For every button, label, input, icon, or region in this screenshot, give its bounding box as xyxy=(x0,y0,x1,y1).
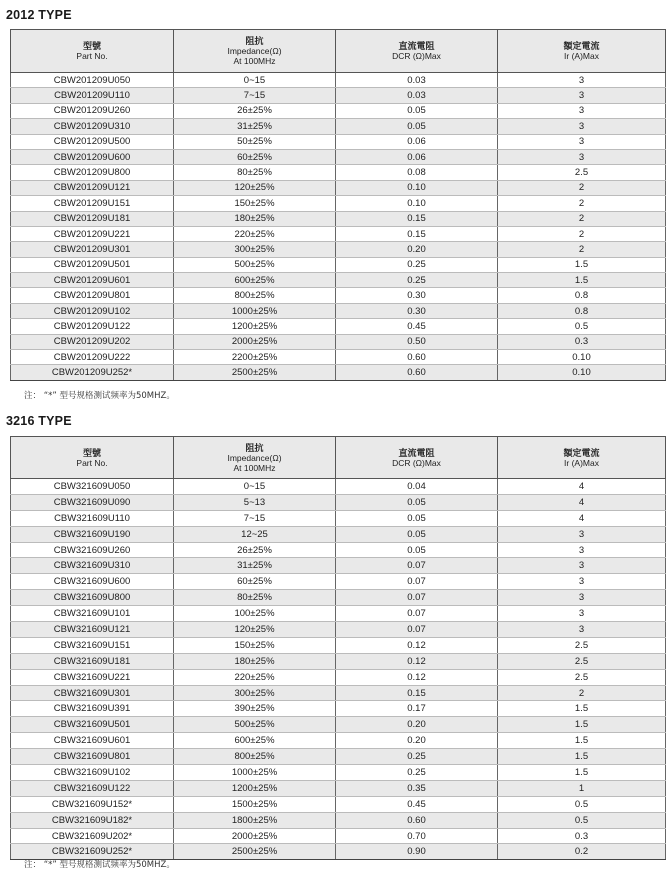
cell-impedance: 26±25% xyxy=(174,103,336,118)
cell-part-no: CBW201209U601 xyxy=(11,273,174,288)
cell-part-no: CBW201209U202 xyxy=(11,334,174,349)
cell-impedance: 26±25% xyxy=(174,542,336,558)
cell-part-no: CBW321609U121 xyxy=(11,622,174,638)
footnote-3216: 注： “*” 型号规格测试频率为50MHZ。 xyxy=(24,860,175,870)
table-row xyxy=(11,196,666,211)
table-row xyxy=(11,701,666,717)
cell-rated-current: 3 xyxy=(498,119,666,134)
cell-dcr: 0.70 xyxy=(336,828,498,844)
cell-rated-current: 0.2 xyxy=(498,844,666,860)
cell-rated-current: 3 xyxy=(498,103,666,118)
cell-part-no: CBW201209U222 xyxy=(11,350,174,365)
cell-part-no: CBW321609U181 xyxy=(11,653,174,669)
cell-impedance: 120±25% xyxy=(174,622,336,638)
cell-impedance: 80±25% xyxy=(174,590,336,606)
cell-part-no: CBW201209U260 xyxy=(11,103,174,118)
cell-rated-current: 2.5 xyxy=(498,637,666,653)
table-row xyxy=(11,180,666,195)
cell-dcr: 0.20 xyxy=(336,733,498,749)
cell-dcr: 0.12 xyxy=(336,637,498,653)
cell-part-no: CBW201209U102 xyxy=(11,303,174,318)
cell-impedance: 220±25% xyxy=(174,669,336,685)
cell-rated-current: 2.5 xyxy=(498,653,666,669)
cell-part-no: CBW321609U600 xyxy=(11,574,174,590)
cell-part-no: CBW321609U122 xyxy=(11,780,174,796)
footnote-2012: 注： “*” 型号规格测试频率为50MHZ。 xyxy=(24,391,175,401)
cell-impedance: 0~15 xyxy=(174,479,336,495)
cell-part-no: CBW201209U122 xyxy=(11,319,174,334)
table-row xyxy=(11,749,666,765)
cell-rated-current: 0.10 xyxy=(498,350,666,365)
cell-dcr: 0.30 xyxy=(336,303,498,318)
table-row xyxy=(11,717,666,733)
cell-dcr: 0.08 xyxy=(336,165,498,180)
cell-rated-current: 4 xyxy=(498,510,666,526)
cell-dcr: 0.07 xyxy=(336,606,498,622)
cell-dcr: 0.15 xyxy=(336,211,498,226)
cell-dcr: 0.35 xyxy=(336,780,498,796)
cell-rated-current: 0.8 xyxy=(498,303,666,318)
cell-rated-current: 1.5 xyxy=(498,273,666,288)
table-row xyxy=(11,73,666,88)
cell-part-no: CBW321609U152* xyxy=(11,796,174,812)
cell-part-no: CBW201209U500 xyxy=(11,134,174,149)
table-row xyxy=(11,653,666,669)
cell-impedance: 390±25% xyxy=(174,701,336,717)
header-dcr: 直流電阻 DCR (Ω)Max xyxy=(336,30,498,73)
cell-rated-current: 1.5 xyxy=(498,257,666,272)
cell-part-no: CBW201209U501 xyxy=(11,257,174,272)
table-row xyxy=(11,558,666,574)
table-row xyxy=(11,165,666,180)
cell-rated-current: 0.10 xyxy=(498,365,666,380)
cell-rated-current: 3 xyxy=(498,574,666,590)
section-title-3216: 3216 TYPE xyxy=(6,414,72,428)
cell-impedance: 60±25% xyxy=(174,574,336,590)
cell-part-no: CBW201209U121 xyxy=(11,180,174,195)
cell-rated-current: 0.3 xyxy=(498,334,666,349)
cell-rated-current: 4 xyxy=(498,494,666,510)
table-row xyxy=(11,119,666,134)
table-row xyxy=(11,149,666,164)
cell-impedance: 7~15 xyxy=(174,510,336,526)
cell-impedance: 220±25% xyxy=(174,226,336,241)
cell-dcr: 0.05 xyxy=(336,494,498,510)
header-part-no: 型號 Part No. xyxy=(11,437,174,479)
cell-part-no: CBW201209U050 xyxy=(11,73,174,88)
cell-rated-current: 1.5 xyxy=(498,765,666,781)
cell-dcr: 0.30 xyxy=(336,288,498,303)
cell-dcr: 0.10 xyxy=(336,180,498,195)
cell-part-no: CBW321609U301 xyxy=(11,685,174,701)
cell-rated-current: 0.5 xyxy=(498,319,666,334)
cell-rated-current: 1.5 xyxy=(498,749,666,765)
cell-rated-current: 2.5 xyxy=(498,165,666,180)
cell-dcr: 0.17 xyxy=(336,701,498,717)
cell-part-no: CBW201209U151 xyxy=(11,196,174,211)
cell-impedance: 180±25% xyxy=(174,211,336,226)
table-row xyxy=(11,134,666,149)
cell-dcr: 0.05 xyxy=(336,526,498,542)
cell-dcr: 0.07 xyxy=(336,574,498,590)
cell-part-no: CBW321609U391 xyxy=(11,701,174,717)
cell-dcr: 0.12 xyxy=(336,669,498,685)
cell-dcr: 0.60 xyxy=(336,350,498,365)
spec-table-3216 xyxy=(10,436,666,860)
cell-rated-current: 3 xyxy=(498,73,666,88)
cell-dcr: 0.04 xyxy=(336,479,498,495)
table-row xyxy=(11,733,666,749)
table-row xyxy=(11,365,666,380)
cell-part-no: CBW321609U190 xyxy=(11,526,174,542)
cell-dcr: 0.12 xyxy=(336,653,498,669)
cell-impedance: 2500±25% xyxy=(174,844,336,860)
cell-dcr: 0.20 xyxy=(336,717,498,733)
cell-impedance: 2200±25% xyxy=(174,350,336,365)
section-title-2012: 2012 TYPE xyxy=(6,8,72,22)
table-row xyxy=(11,622,666,638)
header-impedance: 阻抗 Impedance(Ω) At 100MHz xyxy=(174,30,336,73)
table-row xyxy=(11,211,666,226)
cell-dcr: 0.60 xyxy=(336,812,498,828)
table-header-row xyxy=(11,437,666,479)
cell-part-no: CBW201209U252* xyxy=(11,365,174,380)
cell-impedance: 120±25% xyxy=(174,180,336,195)
table-row xyxy=(11,273,666,288)
cell-impedance: 500±25% xyxy=(174,717,336,733)
cell-impedance: 1000±25% xyxy=(174,765,336,781)
cell-dcr: 0.45 xyxy=(336,319,498,334)
cell-impedance: 7~15 xyxy=(174,88,336,103)
cell-dcr: 0.25 xyxy=(336,749,498,765)
table-row xyxy=(11,526,666,542)
cell-impedance: 60±25% xyxy=(174,149,336,164)
cell-impedance: 2500±25% xyxy=(174,365,336,380)
cell-part-no: CBW321609U801 xyxy=(11,749,174,765)
cell-impedance: 1200±25% xyxy=(174,780,336,796)
cell-impedance: 150±25% xyxy=(174,196,336,211)
cell-rated-current: 2 xyxy=(498,242,666,257)
cell-part-no: CBW201209U181 xyxy=(11,211,174,226)
table-row xyxy=(11,637,666,653)
cell-part-no: CBW201209U110 xyxy=(11,88,174,103)
header-impedance: 阻抗 Impedance(Ω) At 100MHz xyxy=(174,437,336,479)
table-row xyxy=(11,669,666,685)
cell-part-no: CBW201209U221 xyxy=(11,226,174,241)
cell-dcr: 0.25 xyxy=(336,273,498,288)
cell-rated-current: 3 xyxy=(498,622,666,638)
cell-part-no: CBW321609U050 xyxy=(11,479,174,495)
header-part-no: 型號 Part No. xyxy=(11,30,174,73)
cell-part-no: CBW321609U501 xyxy=(11,717,174,733)
cell-dcr: 0.05 xyxy=(336,119,498,134)
cell-impedance: 800±25% xyxy=(174,749,336,765)
cell-rated-current: 3 xyxy=(498,542,666,558)
cell-impedance: 1000±25% xyxy=(174,303,336,318)
cell-dcr: 0.03 xyxy=(336,73,498,88)
table-row xyxy=(11,765,666,781)
table-row xyxy=(11,103,666,118)
table-row xyxy=(11,288,666,303)
table-row xyxy=(11,685,666,701)
cell-impedance: 1500±25% xyxy=(174,796,336,812)
cell-part-no: CBW321609U202* xyxy=(11,828,174,844)
cell-dcr: 0.20 xyxy=(336,242,498,257)
cell-dcr: 0.06 xyxy=(336,149,498,164)
cell-impedance: 100±25% xyxy=(174,606,336,622)
cell-dcr: 0.45 xyxy=(336,796,498,812)
cell-part-no: CBW201209U301 xyxy=(11,242,174,257)
cell-rated-current: 1.5 xyxy=(498,717,666,733)
cell-impedance: 800±25% xyxy=(174,288,336,303)
cell-rated-current: 1.5 xyxy=(498,733,666,749)
cell-impedance: 600±25% xyxy=(174,733,336,749)
cell-rated-current: 3 xyxy=(498,590,666,606)
cell-part-no: CBW321609U110 xyxy=(11,510,174,526)
cell-dcr: 0.10 xyxy=(336,196,498,211)
table-row xyxy=(11,479,666,495)
cell-part-no: CBW321609U102 xyxy=(11,765,174,781)
cell-part-no: CBW201209U600 xyxy=(11,149,174,164)
cell-part-no: CBW201209U800 xyxy=(11,165,174,180)
cell-impedance: 12~25 xyxy=(174,526,336,542)
cell-impedance: 31±25% xyxy=(174,119,336,134)
cell-rated-current: 0.5 xyxy=(498,812,666,828)
header-rated-current: 額定電流 Ir (A)Max xyxy=(498,30,666,73)
cell-impedance: 50±25% xyxy=(174,134,336,149)
cell-dcr: 0.15 xyxy=(336,685,498,701)
table-row xyxy=(11,606,666,622)
cell-part-no: CBW321609U090 xyxy=(11,494,174,510)
cell-dcr: 0.05 xyxy=(336,103,498,118)
cell-rated-current: 3 xyxy=(498,134,666,149)
cell-impedance: 1200±25% xyxy=(174,319,336,334)
cell-impedance: 150±25% xyxy=(174,637,336,653)
table-row xyxy=(11,350,666,365)
cell-rated-current: 2 xyxy=(498,196,666,211)
cell-rated-current: 1 xyxy=(498,780,666,796)
cell-rated-current: 2 xyxy=(498,211,666,226)
table-row xyxy=(11,88,666,103)
header-rated-current: 額定電流 Ir (A)Max xyxy=(498,437,666,479)
cell-impedance: 31±25% xyxy=(174,558,336,574)
cell-impedance: 0~15 xyxy=(174,73,336,88)
table-row xyxy=(11,574,666,590)
cell-impedance: 1800±25% xyxy=(174,812,336,828)
cell-impedance: 500±25% xyxy=(174,257,336,272)
cell-rated-current: 0.8 xyxy=(498,288,666,303)
cell-dcr: 0.60 xyxy=(336,365,498,380)
cell-rated-current: 3 xyxy=(498,149,666,164)
cell-impedance: 600±25% xyxy=(174,273,336,288)
table-row xyxy=(11,303,666,318)
cell-part-no: CBW321609U260 xyxy=(11,542,174,558)
table-row xyxy=(11,780,666,796)
cell-part-no: CBW321609U310 xyxy=(11,558,174,574)
cell-dcr: 0.06 xyxy=(336,134,498,149)
cell-dcr: 0.07 xyxy=(336,622,498,638)
cell-dcr: 0.03 xyxy=(336,88,498,103)
table-header-row xyxy=(11,30,666,73)
cell-rated-current: 2 xyxy=(498,685,666,701)
cell-rated-current: 3 xyxy=(498,606,666,622)
table-row xyxy=(11,542,666,558)
cell-impedance: 5~13 xyxy=(174,494,336,510)
cell-rated-current: 0.3 xyxy=(498,828,666,844)
cell-part-no: CBW321609U182* xyxy=(11,812,174,828)
cell-part-no: CBW321609U601 xyxy=(11,733,174,749)
table-row xyxy=(11,226,666,241)
cell-impedance: 180±25% xyxy=(174,653,336,669)
cell-part-no: CBW201209U310 xyxy=(11,119,174,134)
cell-dcr: 0.50 xyxy=(336,334,498,349)
table-row xyxy=(11,242,666,257)
cell-impedance: 2000±25% xyxy=(174,828,336,844)
table-row xyxy=(11,257,666,272)
table-row xyxy=(11,796,666,812)
table-row xyxy=(11,828,666,844)
cell-part-no: CBW321609U252* xyxy=(11,844,174,860)
cell-rated-current: 3 xyxy=(498,526,666,542)
cell-rated-current: 4 xyxy=(498,479,666,495)
cell-rated-current: 2 xyxy=(498,226,666,241)
cell-part-no: CBW321609U101 xyxy=(11,606,174,622)
cell-part-no: CBW201209U801 xyxy=(11,288,174,303)
table-row xyxy=(11,590,666,606)
cell-dcr: 0.90 xyxy=(336,844,498,860)
cell-rated-current: 0.5 xyxy=(498,796,666,812)
cell-dcr: 0.15 xyxy=(336,226,498,241)
cell-dcr: 0.05 xyxy=(336,542,498,558)
cell-rated-current: 3 xyxy=(498,88,666,103)
cell-impedance: 300±25% xyxy=(174,242,336,257)
cell-part-no: CBW321609U800 xyxy=(11,590,174,606)
table-row xyxy=(11,319,666,334)
cell-rated-current: 2.5 xyxy=(498,669,666,685)
table-row xyxy=(11,510,666,526)
cell-dcr: 0.07 xyxy=(336,558,498,574)
cell-rated-current: 2 xyxy=(498,180,666,195)
table-row xyxy=(11,812,666,828)
cell-rated-current: 3 xyxy=(498,558,666,574)
table-row xyxy=(11,334,666,349)
table-row xyxy=(11,494,666,510)
cell-dcr: 0.25 xyxy=(336,257,498,272)
cell-dcr: 0.05 xyxy=(336,510,498,526)
cell-impedance: 80±25% xyxy=(174,165,336,180)
cell-impedance: 300±25% xyxy=(174,685,336,701)
cell-dcr: 0.25 xyxy=(336,765,498,781)
spec-table-2012 xyxy=(10,29,666,381)
cell-rated-current: 1.5 xyxy=(498,701,666,717)
cell-part-no: CBW321609U151 xyxy=(11,637,174,653)
cell-dcr: 0.07 xyxy=(336,590,498,606)
header-dcr: 直流電阻 DCR (Ω)Max xyxy=(336,437,498,479)
cell-part-no: CBW321609U221 xyxy=(11,669,174,685)
cell-impedance: 2000±25% xyxy=(174,334,336,349)
